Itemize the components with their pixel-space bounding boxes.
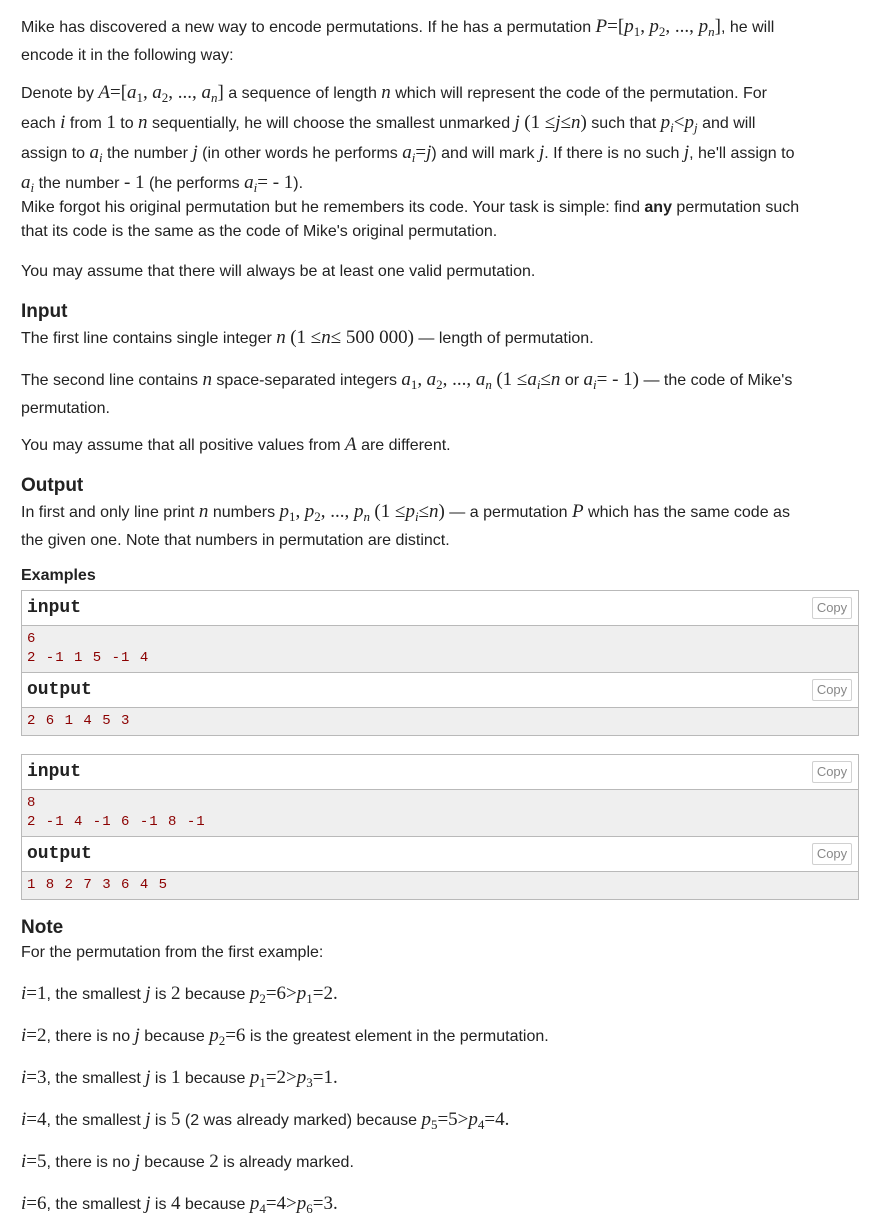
copy-button[interactable]: Copy [812,843,852,865]
example-1-input-header [22,591,858,626]
example-2 [21,754,859,900]
output-label: output [27,844,92,864]
example-2-input-header [22,755,858,790]
note-line-5: i=5, there is no j because 2 is already marked. [21,1151,354,1172]
note-title: Note [21,917,64,938]
input-label: input [27,598,82,618]
example-2-input[interactable]: 8 2 -1 4 -1 6 -1 8 -1 [22,790,858,836]
example-1-output[interactable]: 2 6 1 4 5 3 [22,708,858,735]
statement-paragraph-2: Denote by $A=[a_1$, $a_2$, ..., $a_n$] a sequence of length n which will represent the code of the permutation. For each i from 1 to n sequentially, he will choose the smallest unmarked j (1 ≤j≤n) such that $p_i<p_j$ and will assign to $a_i$ the number j (in other words he performs $a_i=j$) and will mark j. If there is no such j, he'll assign to $a_i$ the number - 1 (he performs $a_i= - 1$). [21,82,795,195]
example-1-input[interactable]: 6 2 -1 1 5 -1 4 [22,626,858,672]
example-1-output-header [22,673,858,708]
input-line-1: The first line contains single integer n (1 ≤n≤ 500 000) — length of permutation. [21,327,594,348]
statement-paragraph-3: Mike forgot his original permutation but he remembers its code. Your task is simple: find any permutation such that its code is the same as the code of Mike's original permutation. [21,199,800,240]
examples-title: Examples [21,567,96,584]
input-line-3: You may assume that all positive values from A are different. [21,434,451,455]
note-line-1: i=1, the smallest j is 2 because $p_2=6>p_1=2$. [21,983,338,1006]
input-line-2: The second line contains n space-separated integers $a_1$, $a_2$, ..., $a_n$ ($1 \le a_i\le n$ or $a_i= - 1$) — the code of Mike's permutation. [21,369,793,417]
output-line-1: In first and only line print n numbers $p_1$, $p_2$, ..., $p_n$ $(1 \le p_i\le n)$ — a permutation P which has the same code as the given one. Note that numbers in permutation are distinct. [21,501,790,549]
output-label: output [27,680,92,700]
example-2-output[interactable]: 1 8 2 7 3 6 4 5 [22,872,858,899]
copy-button[interactable]: Copy [812,679,852,701]
copy-button[interactable]: Copy [812,761,852,783]
note-line-2: i=2, there is no j because $p_2=6$ is the greatest element in the permutation. [21,1025,549,1048]
note-line-6: i=6, the smallest j is 4 because $p_4=4>p_6=3$. [21,1193,338,1216]
statement-paragraph-4: You may assume that there will always be at least one valid permutation. [21,263,536,280]
note-line-4: i=4, the smallest j is 5 (2 was already marked) because $p_5=5>p_4=4$. [21,1109,510,1132]
input-label: input [27,762,82,782]
example-1 [21,590,859,736]
output-section-title: Output [21,475,84,496]
copy-button[interactable]: Copy [812,597,852,619]
note-line-3: i=3, the smallest j is 1 because $p_1=2>p_3=1$. [21,1067,338,1090]
input-section-title: Input [21,301,68,322]
statement-paragraph-1: Mike has discovered a new way to encode permutations. If he has a permutation $P=[p_1$, $p_2$, ..., $p_n$], he will encode it in the following way: [21,16,775,64]
note-intro: For the permutation from the first example: [21,944,324,961]
example-2-output-header [22,837,858,872]
